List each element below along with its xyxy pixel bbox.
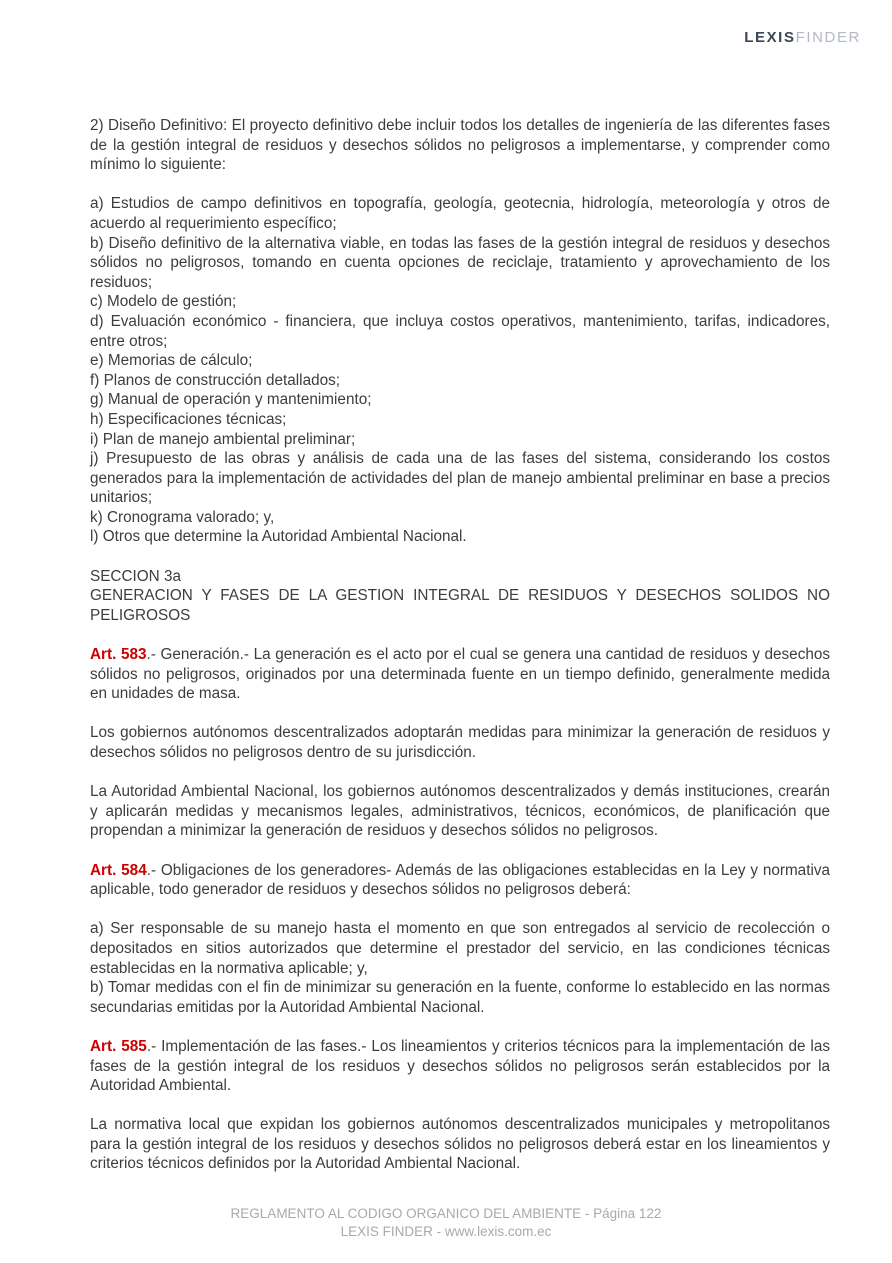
list-item-a: a) Estudios de campo definitivos en topografía, geología, geotecnia, hidrología, meteorología y otros de acuerdo al requerimiento específico;: [90, 195, 830, 232]
paragraph-art-584: [90, 861, 830, 900]
paragraph-definitive-design-intro: 2) Diseño Definitivo: El proyecto definitivo debe incluir todos los detalles de ingeniería de las diferentes fases de la gestión integral de residuos y desechos sólidos no peligrosos a implementarse, y comprender como mínimo lo siguiente:: [90, 117, 830, 174]
paragraph-art-583: [90, 645, 830, 704]
article-584-text: .- Obligaciones de los generadores- Además de las obligaciones establecidas en la Ley y normativa aplicable, todo generador de residuos y desechos sólidos no peligrosos deberá:: [90, 861, 830, 899]
section-label: SECCION 3a: [90, 567, 181, 585]
list-item-k: k) Cronograma valorado; y,: [90, 508, 275, 526]
list-item-i: i) Plan de manejo ambiental preliminar;: [90, 430, 356, 448]
logo-secondary-text: FINDER: [795, 29, 861, 46]
list-item-e: e) Memorias de cálculo;: [90, 352, 253, 370]
list-item-d: d) Evaluación económico - financiera, que incluya costos operativos, mantenimiento, tarifas, indicadores, entre otros;: [90, 312, 830, 350]
list-item-f: f) Planos de construcción detallados;: [90, 371, 340, 389]
article-585-number: Art. 585: [90, 1037, 147, 1055]
list-item-j: j) Presupuesto de las obras y análisis de cada una de las fases del sistema, considerando los costos generados para la implementación de actividades del plan de manejo ambiental preliminar en base a precios unitarios;: [90, 450, 830, 507]
list-item-h: h) Especificaciones técnicas;: [90, 410, 287, 428]
list-item-c: c) Modelo de gestión;: [90, 293, 237, 311]
list-generator-obligations: [90, 919, 830, 1017]
list-item-l: l) Otros que determine la Autoridad Ambiental Nacional.: [90, 528, 467, 546]
footer-site-reference: LEXIS FINDER - www.lexis.com.ec: [340, 1224, 552, 1239]
article-583-text: .- Generación.- La generación es el acto por el cual se genera una cantidad de residuos y desechos sólidos no peligrosos, originados por una determinada fuente en un tiempo definido, generalmente medida en unidades de masa.: [90, 646, 830, 703]
section-title: GENERACION Y FASES DE LA GESTION INTEGRAL DE RESIDUOS Y DESECHOS SOLIDOS NO PELIGROSOS: [90, 587, 830, 624]
list-item-b: b) Diseño definitivo de la alternativa viable, en todas las fases de la gestión integral de residuos y desechos sólidos no peligrosos, tomando en cuenta opciones de reciclaje, tratamiento y aprovechamiento de los residuos;: [90, 234, 830, 291]
article-583-number: Art. 583: [90, 646, 147, 664]
list-584-item-a: a) Ser responsable de su manejo hasta el momento en que son entregados al servicio de recolección o depositados en sitios autorizados que determine el prestador del servicio, en las condiciones técnicas establecidas en la normativa aplicable; y,: [90, 920, 830, 977]
paragraph-art-585: [90, 1037, 830, 1096]
page-footer: [0, 1205, 892, 1241]
document-body: [90, 116, 830, 1194]
article-584-number: Art. 584: [90, 861, 147, 879]
list-584-item-b: b) Tomar medidas con el fin de minimizar su generación en la fuente, conforme lo establecido en las normas secundarias emitidas por la Autoridad Ambiental Nacional.: [90, 979, 830, 1016]
list-item-g: g) Manual de operación y mantenimiento;: [90, 391, 372, 409]
paragraph-583-autoridad: La Autoridad Ambiental Nacional, los gobiernos autónomos descentralizados y demás instituciones, crearán y aplicarán medidas y mecanismos legales, administrativos, técnicos, económicos, de planificación que propendan a minimizar la generación de residuos y desechos sólidos no peligrosos.: [90, 783, 830, 840]
list-definitive-design-items: [90, 194, 830, 547]
article-585-text: .- Implementación de las fases.- Los lineamientos y criterios técnicos para la implementación de las fases de la gestión integral de los residuos y desechos sólidos no peligrosos serán establecidos por la Autoridad Ambiental.: [90, 1037, 830, 1095]
footer-document-title: REGLAMENTO AL CODIGO ORGANICO DEL AMBIENTE - Página 122: [230, 1206, 662, 1221]
logo-primary-text: LEXIS: [744, 29, 796, 46]
lexisfinder-logo: [744, 29, 861, 46]
paragraph-583-gobiernos: Los gobiernos autónomos descentralizados adoptarán medidas para minimizar la generación de residuos y desechos sólidos no peligrosos dentro de su jurisdicción.: [90, 724, 830, 761]
paragraph-585-normativa: La normativa local que expidan los gobiernos autónomos descentralizados municipales y metropolitanos para la gestión integral de los residuos y desechos sólidos no peligrosos deberá estar en los lineamientos y criterios técnicos definidos por la Autoridad Ambiental Nacional.: [90, 1116, 830, 1173]
section-heading: [90, 567, 830, 626]
